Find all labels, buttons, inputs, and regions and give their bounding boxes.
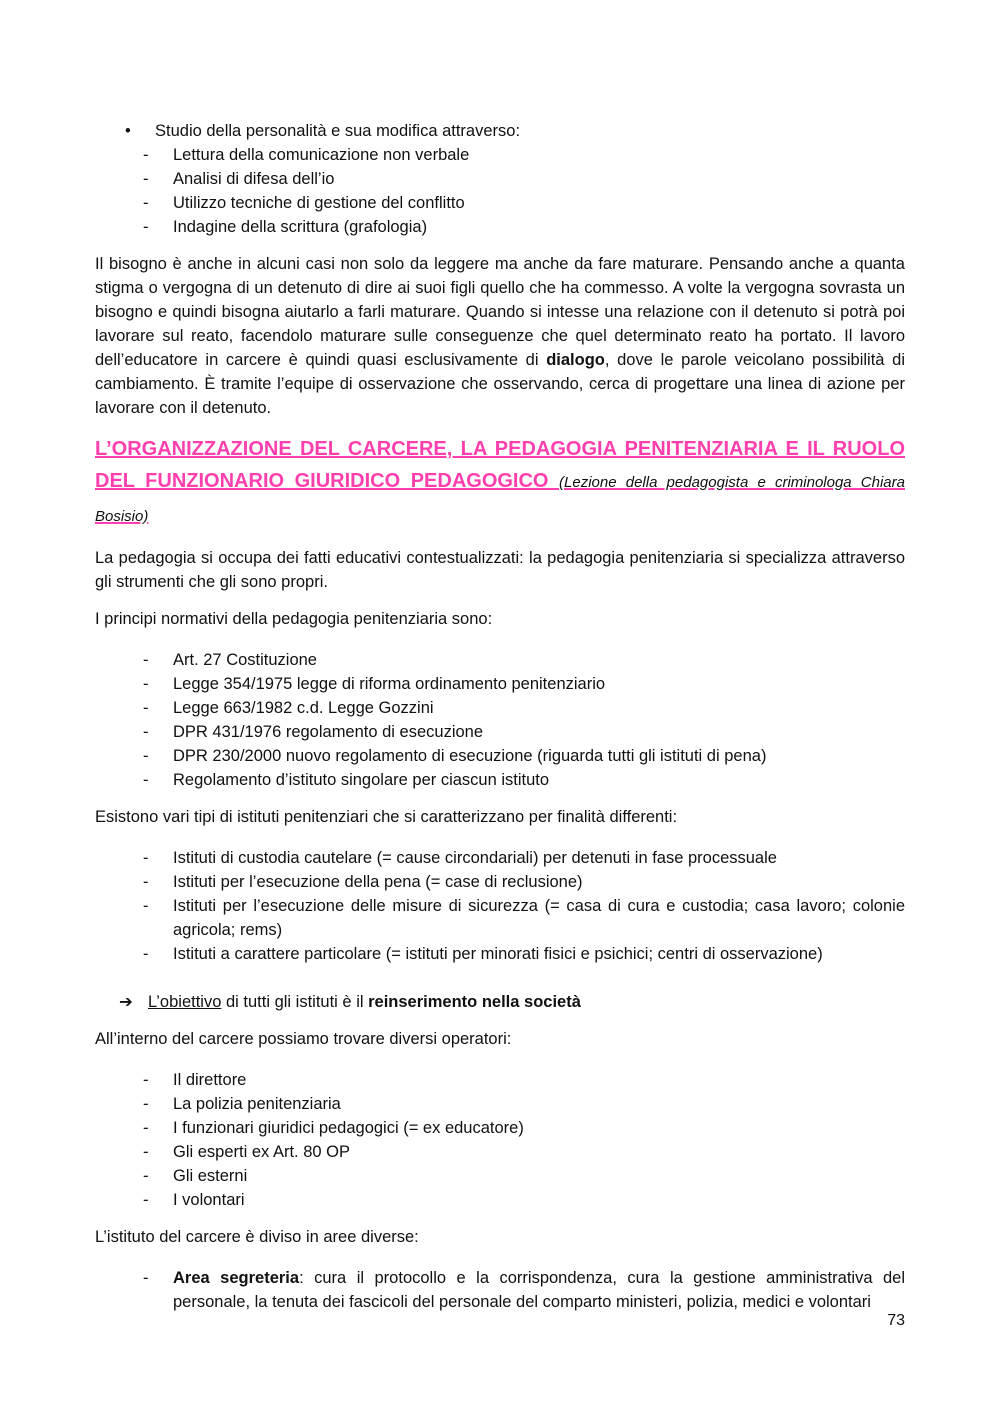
list-item-text: Legge 354/1975 legge di riforma ordinamento penitenziario: [173, 675, 606, 693]
list-item: [95, 672, 905, 696]
objective-text: di tutti gli istituti è il: [221, 993, 369, 1011]
dash-marker: -: [143, 675, 149, 693]
section-heading: [95, 433, 905, 533]
list-item: [95, 942, 905, 966]
list-item-text: Legge 663/1982 c.d. Legge Gozzini: [173, 699, 434, 717]
institutes-list: [95, 846, 905, 966]
dash-marker: -: [143, 873, 149, 891]
principles-list: [95, 648, 905, 792]
page-content: [95, 119, 905, 1314]
dash-marker: -: [143, 170, 149, 188]
bold-keyword: dialogo: [546, 351, 605, 369]
dash-marker: -: [143, 723, 149, 741]
dash-marker: -: [143, 1167, 149, 1185]
list-item-text: Analisi di difesa dell’io: [173, 170, 335, 188]
list-item-text: I volontari: [173, 1191, 245, 1209]
list-item: [95, 768, 905, 792]
dash-marker: -: [143, 218, 149, 236]
list-item-text: Gli esperti ex Art. 80 OP: [173, 1143, 350, 1161]
list-item: [95, 720, 905, 744]
paragraph-areas-intro: L’istituto del carcere è diviso in aree diverse:: [95, 1228, 419, 1246]
dash-marker: -: [143, 1095, 149, 1113]
dash-marker: -: [143, 1191, 149, 1209]
paragraph-text: , dove le parole veicolano possibilità di cambiamento. È tramite l’equipe di osservazione che osservando, cerca di progettare una linea di azione per lavorare con il detenuto.: [95, 351, 905, 417]
paragraph-text: Il bisogno è anche in alcuni casi non solo da leggere ma anche da fare maturare. Pensando anche a quanta stigma o vergogna di un detenuto di dire ai suoi figli quello che ha commesso. A volte la vergogna sovrasta un bisogno e quindi bisogna aiutarlo a farli maturare. Quando si intesse una relazione con il detenuto si potrà poi lavorare sul reato, facendolo maturare sulle conseguenze che quel determinato reato ha portato. Il lavoro dell’educatore in carcere è quindi quasi esclusivamente di: [95, 255, 905, 369]
operators-list: [95, 1068, 905, 1212]
list-item-text: Gli esterni: [173, 1167, 248, 1185]
objective-keyword: reinserimento nella società: [368, 993, 581, 1011]
dash-marker: -: [143, 747, 149, 765]
paragraph-principles-intro: I principi normativi della pedagogia penitenziaria sono:: [95, 610, 493, 628]
list-item-text: Istituti di custodia cautelare (= cause circondariali) per detenuti in fase processuale: [173, 849, 777, 867]
list-item: [95, 744, 905, 768]
dash-marker: -: [143, 897, 149, 915]
intro-bullet-list: [95, 119, 905, 143]
paragraph-operators-intro: All’interno del carcere possiamo trovare diversi operatori:: [95, 1030, 512, 1048]
list-item: [95, 1266, 905, 1314]
list-item: [95, 191, 905, 215]
dash-marker: -: [143, 194, 149, 212]
list-item-text: Istituti per l’esecuzione delle misure di sicurezza (= casa di cura e custodia; casa lavoro; colonie agricola; rems): [173, 897, 905, 939]
dash-marker: -: [143, 771, 149, 789]
bullet-text: Studio della personalità e sua modifica attraverso:: [155, 122, 521, 140]
personality-study-list: [95, 143, 905, 239]
objective-label: L’obiettivo: [148, 993, 222, 1011]
dash-marker: -: [143, 699, 149, 717]
list-item: [95, 215, 905, 239]
list-item-text: Regolamento d’istituto singolare per ciascun istituto: [173, 771, 550, 789]
list-item: [95, 143, 905, 167]
area-description: : cura il protocollo e la corrispondenza, cura la gestione amministrativa del personale, la tenuta dei fascicoli del personale del comparto ministeri, polizia, medici e volontari: [173, 1269, 905, 1311]
list-item-text: Il direttore: [173, 1071, 247, 1089]
dash-marker: -: [143, 1269, 149, 1287]
list-item-text: La polizia penitenziaria: [173, 1095, 341, 1113]
dash-marker: -: [143, 849, 149, 867]
heading-note: (Lezione della pedagogista e criminologa Chiara Bosisio): [95, 474, 905, 525]
arrow-right-icon: ➔: [119, 993, 133, 1011]
dash-marker: -: [143, 651, 149, 669]
list-item: [95, 1068, 905, 1092]
list-item-text: Istituti per l’esecuzione della pena (= case di reclusione): [173, 873, 583, 891]
dash-marker: -: [143, 146, 149, 164]
list-item-text: Utilizzo tecniche di gestione del conflitto: [173, 194, 465, 212]
list-item: [95, 167, 905, 191]
list-item: [95, 119, 905, 143]
paragraph-institutes-intro: Esistono vari tipi di istituti penitenziari che si caratterizzano per finalità differenti:: [95, 808, 678, 826]
heading-title: L’ORGANIZZAZIONE DEL CARCERE, LA PEDAGOGIA PENITENZIARIA E IL RUOLO DEL FUNZIONARIO GIURIDICO PEDAGOGICO: [95, 438, 905, 492]
dash-marker: -: [143, 945, 149, 963]
bullet-marker: •: [125, 122, 131, 140]
list-item-text: Istituti a carattere particolare (= istituti per minorati fisici e psichici; centri di osservazione): [173, 945, 823, 963]
dash-marker: -: [143, 1143, 149, 1161]
objective-line: [95, 990, 905, 1014]
paragraph-need-dialogue: [95, 252, 905, 420]
list-item: [95, 696, 905, 720]
list-item-text: Art. 27 Costituzione: [173, 651, 317, 669]
areas-list: [95, 1266, 905, 1314]
list-item-text: DPR 431/1976 regolamento di esecuzione: [173, 723, 484, 741]
list-item-text: I funzionari giuridici pedagogici (= ex educatore): [173, 1119, 524, 1137]
list-item: [95, 894, 905, 942]
list-item-text: DPR 230/2000 nuovo regolamento di esecuzione (riguarda tutti gli istituti di pena): [173, 747, 767, 765]
list-item-text: Indagine della scrittura (grafologia): [173, 218, 428, 236]
list-item: [95, 870, 905, 894]
list-item: [95, 1140, 905, 1164]
list-item: [95, 1188, 905, 1212]
list-item: [95, 1092, 905, 1116]
list-item: [95, 648, 905, 672]
area-name: Area segreteria: [173, 1269, 300, 1287]
dash-marker: -: [143, 1119, 149, 1137]
list-item-text: Lettura della comunicazione non verbale: [173, 146, 470, 164]
list-item: [95, 1164, 905, 1188]
page-number: 73: [887, 1312, 905, 1329]
list-item: [95, 1116, 905, 1140]
dash-marker: -: [143, 1071, 149, 1089]
list-item: [95, 846, 905, 870]
paragraph-pedagogy: La pedagogia si occupa dei fatti educativi contestualizzati: la pedagogia penitenziaria si specializza attraverso gli strumenti che gli sono propri.: [95, 549, 905, 591]
